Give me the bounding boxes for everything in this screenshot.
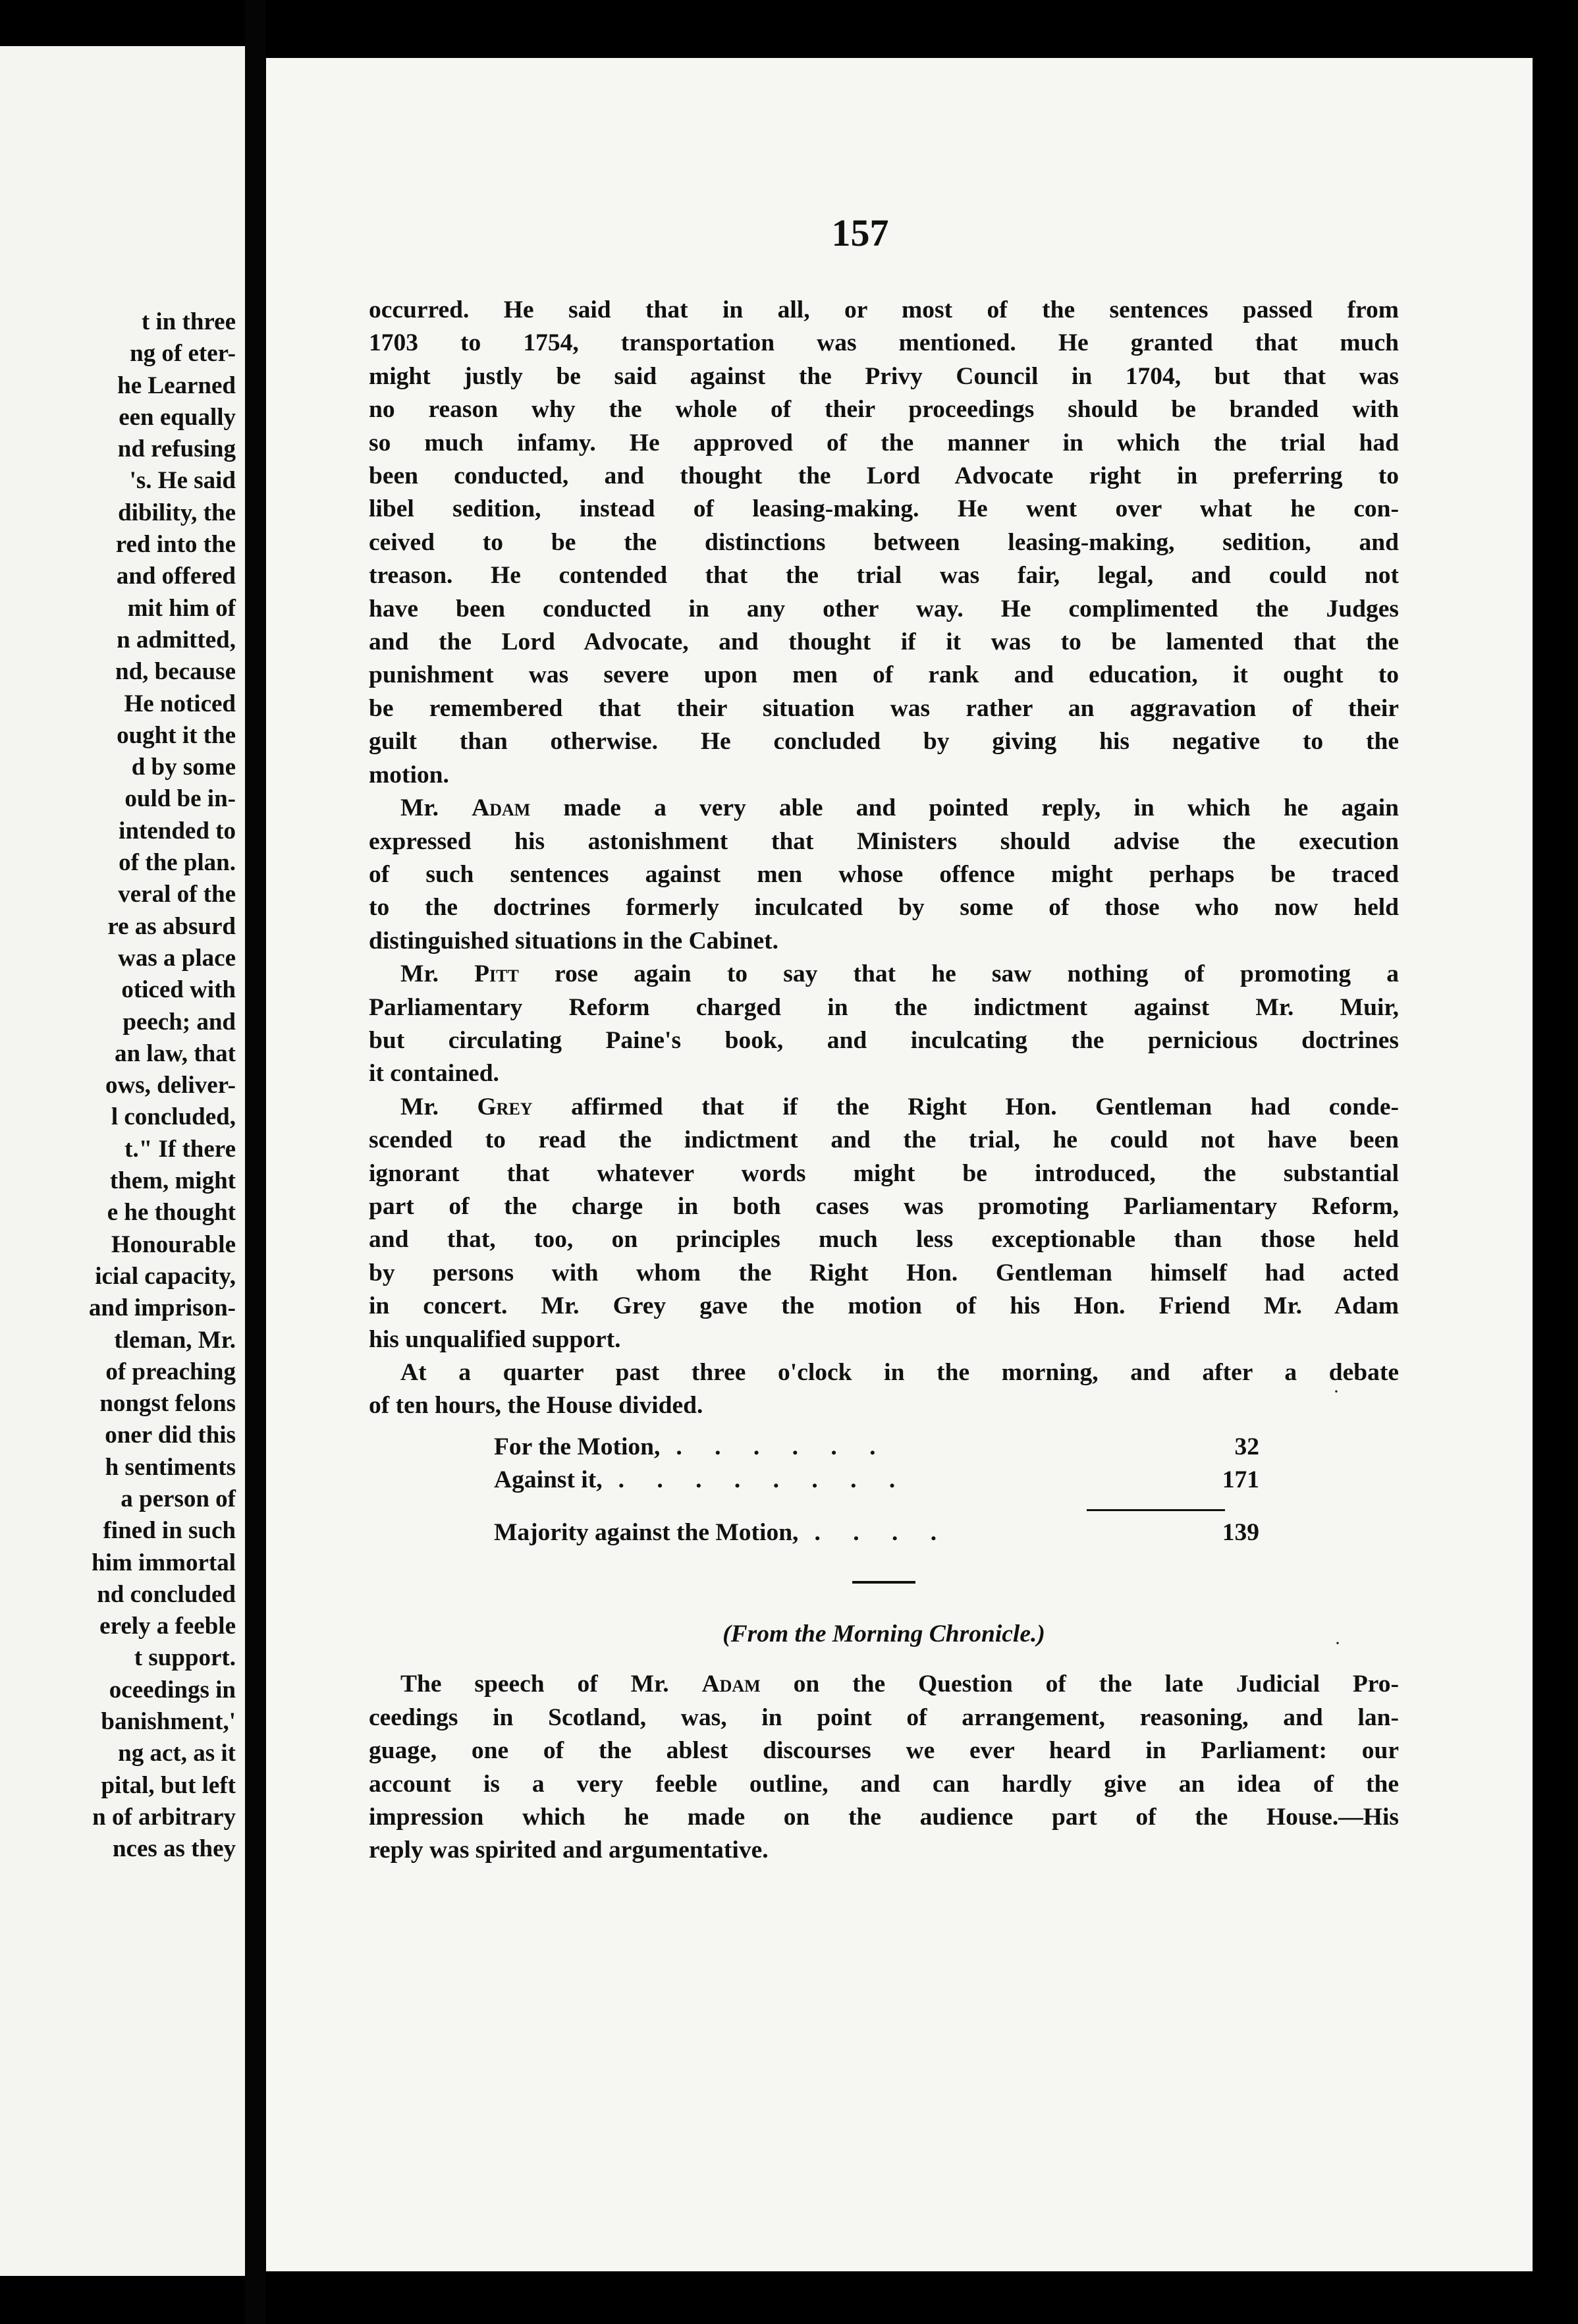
- text-line: impression which he made on the audience part of the House.—His: [369, 1804, 1399, 1831]
- vote-count: 139: [1222, 1518, 1259, 1546]
- division-results: [369, 1431, 1259, 1549]
- previous-page-line: them, might: [109, 1167, 236, 1195]
- leader-dots: . . . .: [814, 1518, 950, 1546]
- previous-page-line: d by some: [131, 754, 236, 781]
- text-line: account is a very feeble outline, and can hardly give an idea of the: [369, 1770, 1399, 1798]
- previous-page-line: n admitted,: [117, 626, 236, 653]
- text-line: in concert. Mr. Grey gave the motion of his Hon. Friend Mr. Adam: [369, 1292, 1399, 1320]
- debate-paragraphs: [369, 294, 1399, 1423]
- text-line: ignorant that whatever words might be introduced, the substantial: [369, 1159, 1399, 1187]
- previous-page-line: tleman, Mr.: [114, 1326, 236, 1354]
- previous-page-line: t support.: [134, 1644, 236, 1672]
- paragraph: [369, 294, 1399, 792]
- text-line: scended to read the indictment and the trial, he could not have been: [369, 1126, 1399, 1154]
- previous-page-line: veral of the: [118, 881, 236, 908]
- previous-page-line: n of arbitrary: [92, 1803, 236, 1831]
- text-line: of ten hours, the House divided.: [369, 1392, 703, 1420]
- previous-page-line: t in three: [141, 308, 236, 335]
- previous-page-line: ould be in-: [124, 785, 236, 813]
- text-line: ceedings in Scotland, was, in point of arrangement, reasoning, and lan-: [369, 1703, 1399, 1731]
- previous-page-line: ows, deliver-: [105, 1072, 236, 1099]
- text-line: to the doctrines formerly inculcated by some of those who now held: [369, 894, 1399, 922]
- line-text: rose again to say that he saw nothing of promoting a: [518, 960, 1399, 988]
- line-text: affirmed that if the Right Hon. Gentleman had conde-: [532, 1093, 1399, 1120]
- previous-page-line: erely a feeble: [99, 1613, 236, 1640]
- page: [266, 58, 1533, 2271]
- vote-sum-rule: [1087, 1509, 1225, 1511]
- text-line: might justly be said against the Privy Council in 1704, but that was: [369, 362, 1399, 390]
- page-number: 157: [831, 211, 889, 254]
- previous-page-line: nd, because: [115, 658, 236, 686]
- previous-page-line: intended to: [119, 817, 236, 844]
- book-gutter: [245, 0, 266, 2324]
- text-line: so much infamy. He approved of the manner in which the trial had: [369, 429, 1399, 456]
- stray-mark: ·: [1334, 1632, 1341, 1654]
- previous-page-line: pital, but left: [101, 1771, 236, 1799]
- previous-page-line: 's. He said: [129, 467, 236, 495]
- text-line: it contained.: [369, 1060, 499, 1088]
- previous-page-line: ought it the: [117, 721, 236, 749]
- previous-page-line: nd concluded: [97, 1580, 236, 1608]
- previous-page-line: and offered: [116, 563, 236, 590]
- text-line: punishment was severe upon men of rank and education, it ought to: [369, 661, 1399, 689]
- vote-count: 32: [1234, 1433, 1259, 1460]
- paragraph: [369, 958, 1399, 1091]
- previous-page-line: dibility, the: [118, 499, 236, 526]
- vote-label: Against it,: [494, 1466, 603, 1494]
- previous-page-line: a person of: [121, 1485, 236, 1512]
- text-line: [369, 1668, 1399, 1701]
- previous-page-line: Honourable: [111, 1231, 236, 1258]
- previous-page-line: nongst felons: [99, 1390, 236, 1418]
- text-line: motion.: [369, 761, 449, 788]
- text-line: occurred. He said that in all, or most of the sentences passed from: [369, 296, 1399, 323]
- speaker-name: Pitt: [474, 960, 519, 988]
- previous-page-fragment: [0, 46, 245, 2276]
- previous-page-text-column: [12, 306, 236, 1866]
- paragraph: [369, 792, 1399, 958]
- body-text: [369, 294, 1399, 1868]
- previous-page-line: an law, that: [114, 1039, 236, 1067]
- vote-label: Majority against the Motion,: [494, 1518, 799, 1546]
- previous-page-line: e he thought: [107, 1199, 236, 1227]
- speaker-name: Adam: [472, 794, 531, 822]
- previous-page-line: peech; and: [122, 1008, 236, 1036]
- line-text: on the Question of the late Judicial Pro-: [760, 1671, 1399, 1698]
- text-line: 1703 to 1754, transportation was mentioned. He granted that much: [369, 329, 1399, 357]
- text-line: have been conducted in any other way. He complimented the Judges: [369, 595, 1399, 622]
- speaker-name: Adam: [701, 1671, 761, 1698]
- previous-page-line: he Learned: [117, 372, 236, 399]
- text-line: by persons with whom the Right Hon. Gentleman himself had acted: [369, 1259, 1399, 1286]
- text-line: Parliamentary Reform charged in the indictment against Mr. Muir,: [369, 993, 1399, 1021]
- speaker-prefix: Mr.: [400, 960, 475, 988]
- closing-paragraph: [369, 1668, 1399, 1867]
- vote-row: [494, 1431, 1259, 1464]
- previous-page-line: oner did this: [105, 1422, 236, 1449]
- previous-page-line: nces as they: [112, 1835, 236, 1863]
- previous-page-line: l concluded,: [111, 1103, 236, 1131]
- speaker-name: Grey: [477, 1093, 533, 1120]
- text-line: guilt than otherwise. He concluded by giving his negative to the: [369, 728, 1399, 756]
- previous-page-line: banishment,': [101, 1708, 236, 1736]
- previous-page-line: re as absurd: [107, 912, 236, 940]
- text-line: guage, one of the ablest discourses we ever heard in Parliament: our: [369, 1737, 1399, 1765]
- previous-page-line: red into the: [115, 531, 236, 559]
- previous-page-line: oceedings in: [109, 1676, 236, 1703]
- previous-page-line: fined in such: [103, 1517, 236, 1545]
- paragraph: [369, 1356, 1399, 1423]
- speaker-prefix: Mr.: [400, 1093, 477, 1120]
- vote-row: [494, 1464, 1259, 1497]
- text-line: [369, 1091, 1399, 1124]
- previous-page-line: h sentiments: [105, 1453, 236, 1481]
- previous-page-line: t." If there: [124, 1135, 236, 1163]
- leader-dots: . . . . . . . .: [618, 1466, 909, 1494]
- text-line: [369, 958, 1399, 991]
- line-text: made a very able and pointed reply, in which he again: [530, 794, 1399, 822]
- previous-page-line: ng of eter-: [130, 340, 236, 368]
- source-attribution: (From the Morning Chronicle.): [722, 1620, 1045, 1647]
- text-line: part of the charge in both cases was promoting Parliamentary Reform,: [369, 1192, 1399, 1220]
- text-line: but circulating Paine's book, and inculcating the pernicious doctrines: [369, 1026, 1399, 1054]
- previous-page-line: of the plan.: [119, 849, 236, 877]
- stray-mark: ·: [1333, 1381, 1340, 1402]
- text-line: treason. He contended that the trial was fair, legal, and could not: [369, 562, 1399, 590]
- vote-label: For the Motion,: [494, 1433, 661, 1460]
- text-line: reply was spirited and argumentative.: [369, 1837, 769, 1864]
- previous-page-line: icial capacity,: [95, 1262, 236, 1290]
- text-line: and the Lord Advocate, and thought if it was to be lamented that the: [369, 628, 1399, 656]
- text-line: [369, 792, 1399, 825]
- show-through-bleed: [1432, 1955, 1524, 2153]
- previous-page-line: him immortal: [92, 1549, 236, 1576]
- section-divider-rule: [852, 1581, 915, 1584]
- text-line: At a quarter past three o'clock in the morning, and after a debate: [400, 1359, 1399, 1386]
- previous-page-line: mit him of: [127, 594, 236, 622]
- text-line: his unqualified support.: [369, 1325, 621, 1353]
- text-line: libel sedition, instead of leasing-making. He went over what he con-: [369, 495, 1399, 523]
- text-line: been conducted, and thought the Lord Advocate right in preferring to: [369, 462, 1399, 490]
- text-line: of such sentences against men whose offence might perhaps be traced: [369, 860, 1399, 888]
- text-line: expressed his astonishment that Ministers should advise the execution: [369, 827, 1399, 855]
- previous-page-line: nd refusing: [117, 435, 236, 463]
- paragraph: [369, 1091, 1399, 1356]
- previous-page-line: of preaching: [105, 1358, 236, 1385]
- leader-dots: . . . . . .: [676, 1433, 889, 1460]
- text-line: and that, too, on principles much less exceptionable than those held: [369, 1226, 1399, 1254]
- speaker-prefix: Mr.: [400, 794, 472, 822]
- previous-page-line: He noticed: [124, 690, 236, 717]
- text-line: ceived to be the distinctions between leasing-making, sedition, and: [369, 528, 1399, 556]
- previous-page-line: ng act, as it: [118, 1740, 236, 1767]
- previous-page-line: oticed with: [121, 976, 236, 1004]
- text-line: no reason why the whole of their proceedings should be branded with: [369, 396, 1399, 424]
- majority-row: [494, 1516, 1259, 1549]
- text-line: be remembered that their situation was rather an aggravation of their: [369, 694, 1399, 722]
- previous-page-line: and imprison-: [88, 1294, 236, 1322]
- previous-page-line: een equally: [119, 403, 236, 431]
- vote-count: 171: [1222, 1466, 1259, 1494]
- text-line: distinguished situations in the Cabinet.: [369, 927, 779, 954]
- line-lead: The speech of Mr.: [400, 1671, 702, 1698]
- previous-page-line: was a place: [118, 944, 236, 972]
